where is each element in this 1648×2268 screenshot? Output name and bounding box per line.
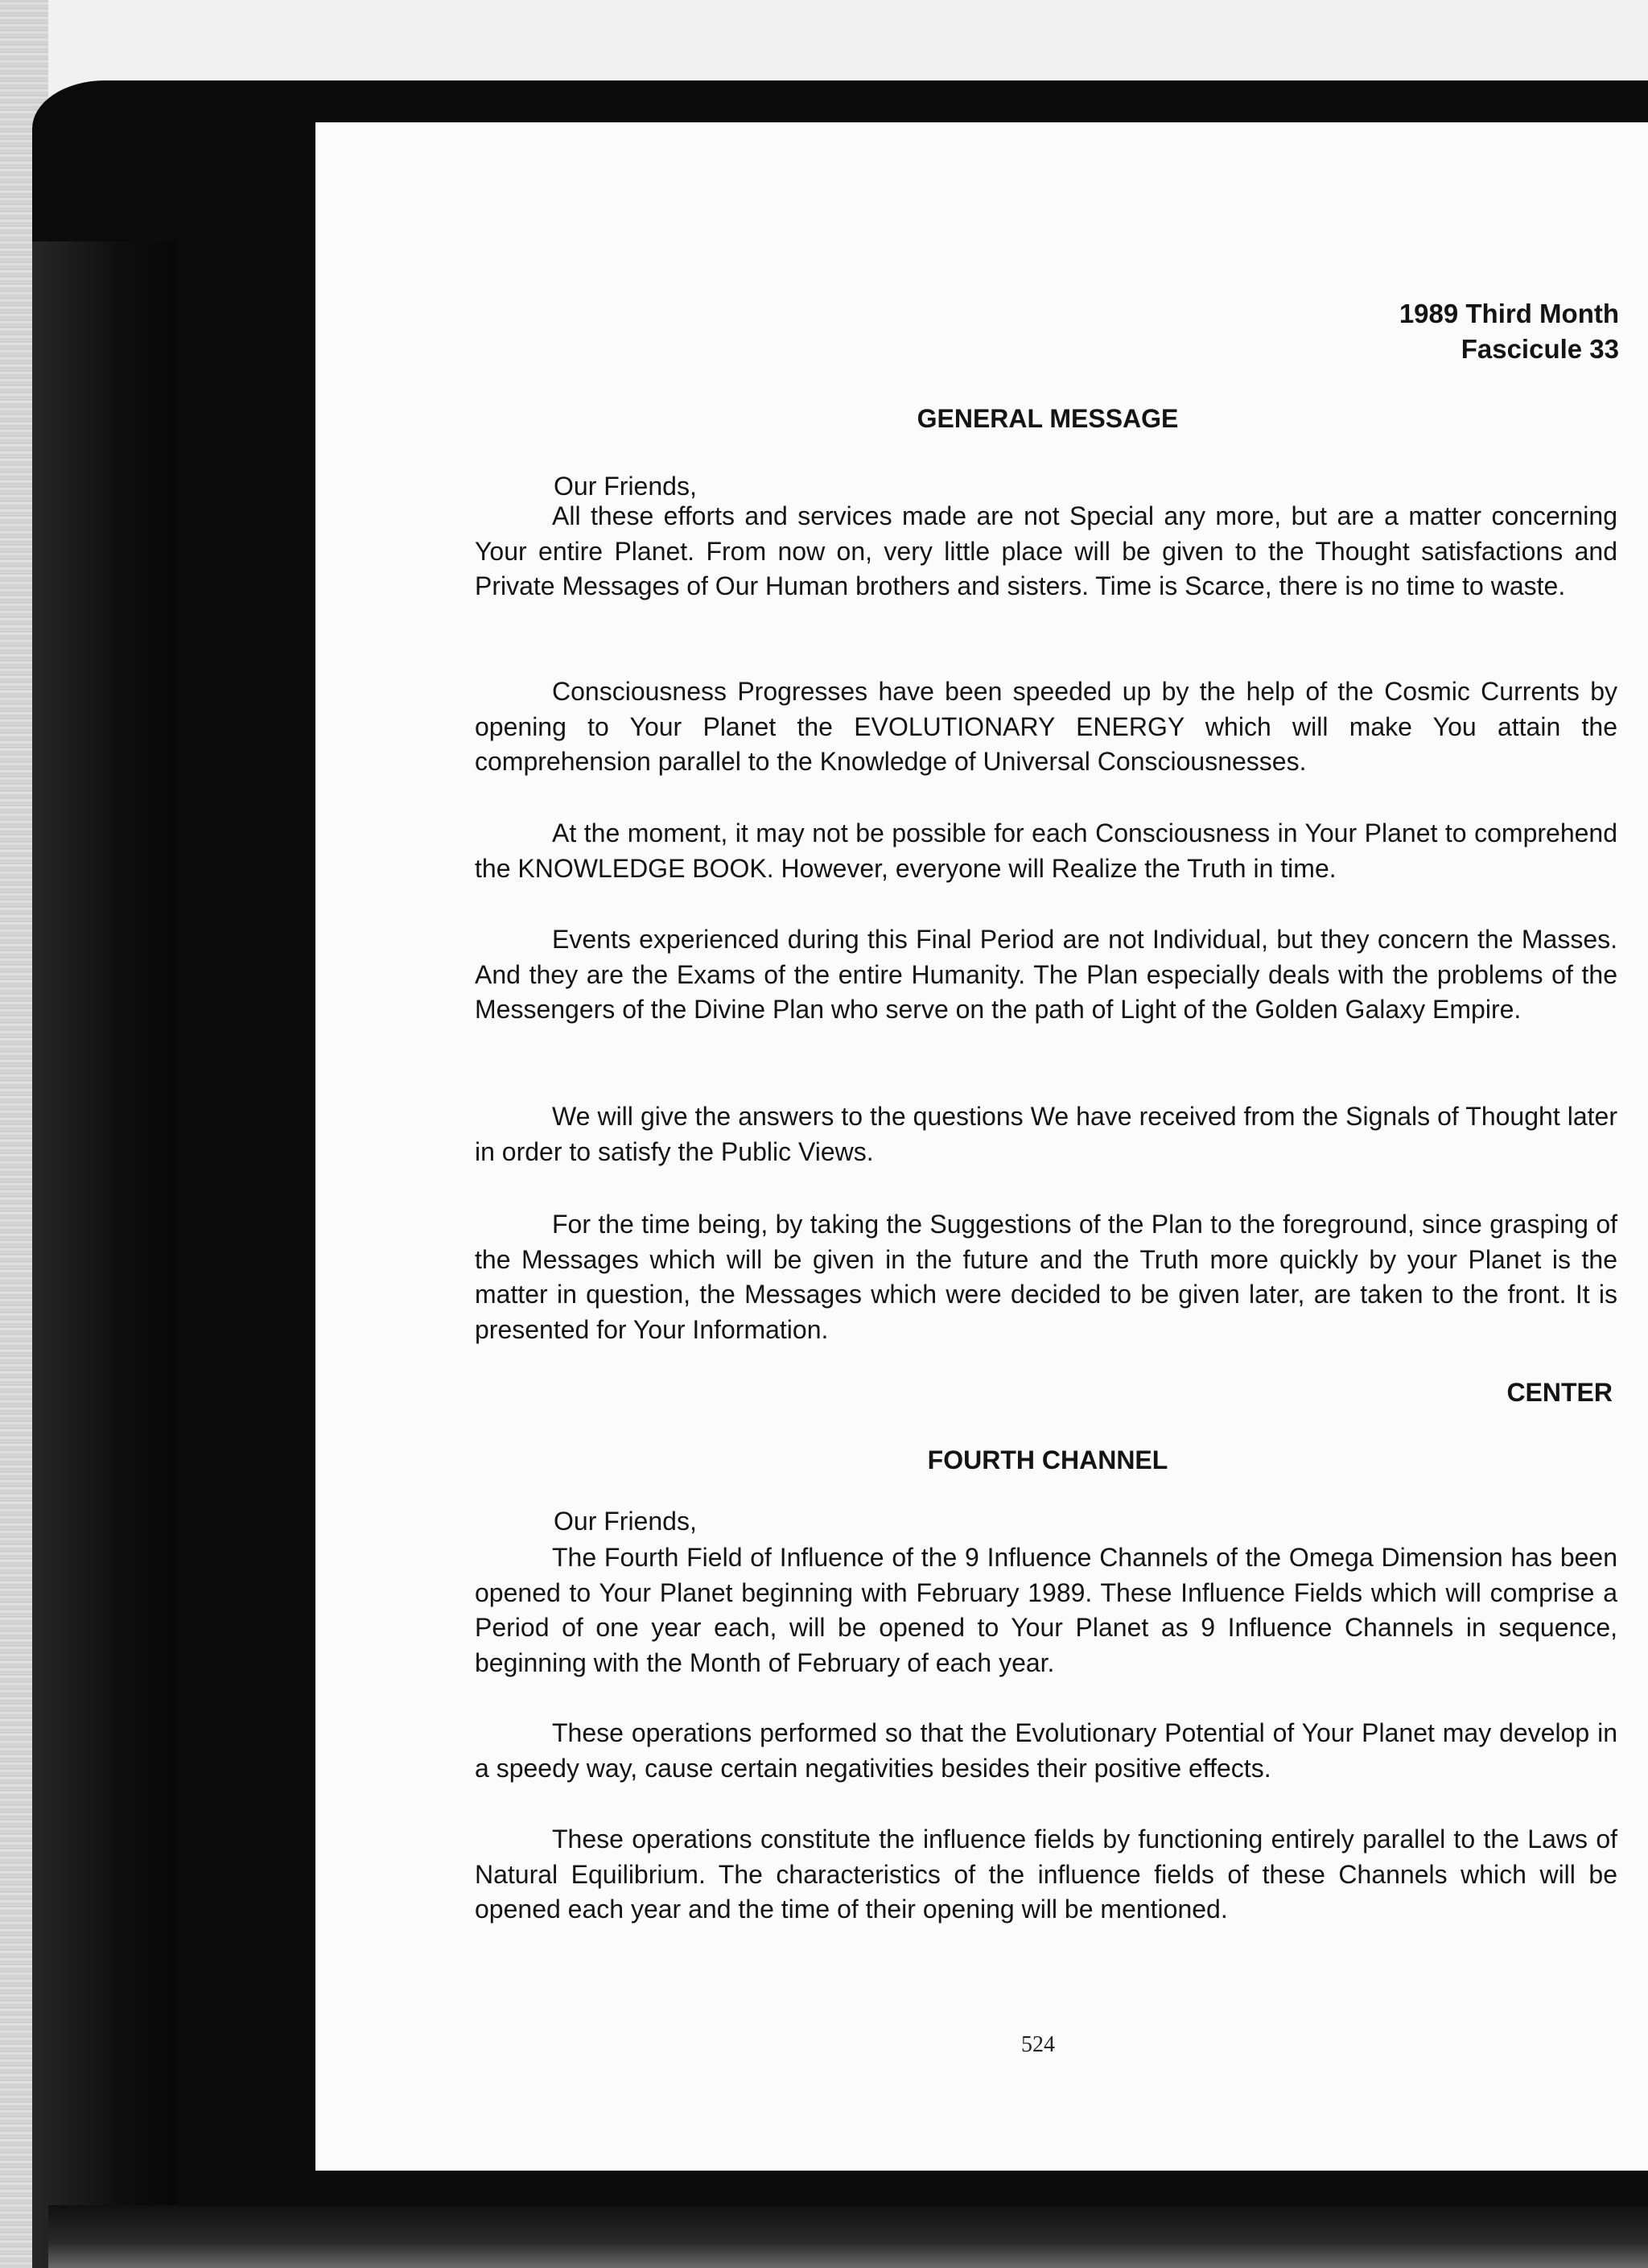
page-header: [1399, 296, 1619, 367]
paragraph-2-1: The Fourth Field of Influence of the 9 Influence Channels of the Omega Dimension has been opened to Your Planet beginning with February 1989. These Influence Fields which will comprise a Period of one year each, will be opened to Your Planet as 9 Influence Channels in sequence, beginning with the Month of February of each year.: [475, 1543, 1617, 1677]
signature-center: CENTER: [1506, 1378, 1613, 1407]
paragraph-1-3: At the moment, it may not be possible for each Consciousness in Your Planet to comprehend the KNOWLEDGE BOOK. However, everyone will Realize the Truth in time.: [475, 819, 1617, 883]
paragraph-2-2: These operations performed so that the Evolutionary Potential of Your Planet may develop in a speedy way, cause certain negativities besides their positive effects.: [475, 1718, 1617, 1783]
paragraph-2-3: These operations constitute the influence fields by functioning entirely parallel to the Laws of Natural Equilibrium. The characteristics of the influence fields of these Channels which will be opened each year and the time of their opening will be mentioned.: [475, 1825, 1617, 1924]
section-title-general-message: GENERAL MESSAGE: [917, 404, 1179, 433]
page-number: 524: [1021, 2032, 1055, 2057]
paragraph-1-1: All these efforts and services made are not Special any more, but are a matter concerning Your entire Planet. From now on, very little place will be given to the Thought satisfactions and Private Messages of Our Human brothers and sisters. Time is Scarce, there is no time to waste.: [475, 501, 1617, 600]
paragraph-1-6: For the time being, by taking the Suggestions of the Plan to the foreground, since grasping of the Messages which will be given in the future and the Truth more quickly by your Planet is the matter in question, the Messages which were decided to be given later, are taken to the front. It is presented for Your Information.: [475, 1210, 1617, 1344]
header-date: 1989 Third Month: [1399, 299, 1619, 328]
paragraph-1-4: Events experienced during this Final Period are not Individual, but they concern the Masses. And they are the Exams of the entire Humanity. The Plan especially deals with the problems of the Messengers of the Divine Plan who serve on the path of Light of the Golden Galaxy Empire.: [475, 925, 1617, 1024]
section-title-fourth-channel: FOURTH CHANNEL: [927, 1445, 1168, 1474]
greeting-1: Our Friends,: [554, 472, 697, 501]
header-fascicule: Fascicule 33: [1461, 334, 1619, 364]
greeting-2: Our Friends,: [554, 1507, 697, 1536]
paragraph-1-2: Consciousness Progresses have been speeded up by the help of the Cosmic Currents by opening to Your Planet the EVOLUTIONARY ENERGY which will make You attain the comprehension parallel to the Knowledge of Universal Consciousnesses.: [475, 677, 1617, 776]
paragraph-1-5: We will give the answers to the questions We have received from the Signals of Thought later in order to satisfy the Public Views.: [475, 1102, 1617, 1166]
